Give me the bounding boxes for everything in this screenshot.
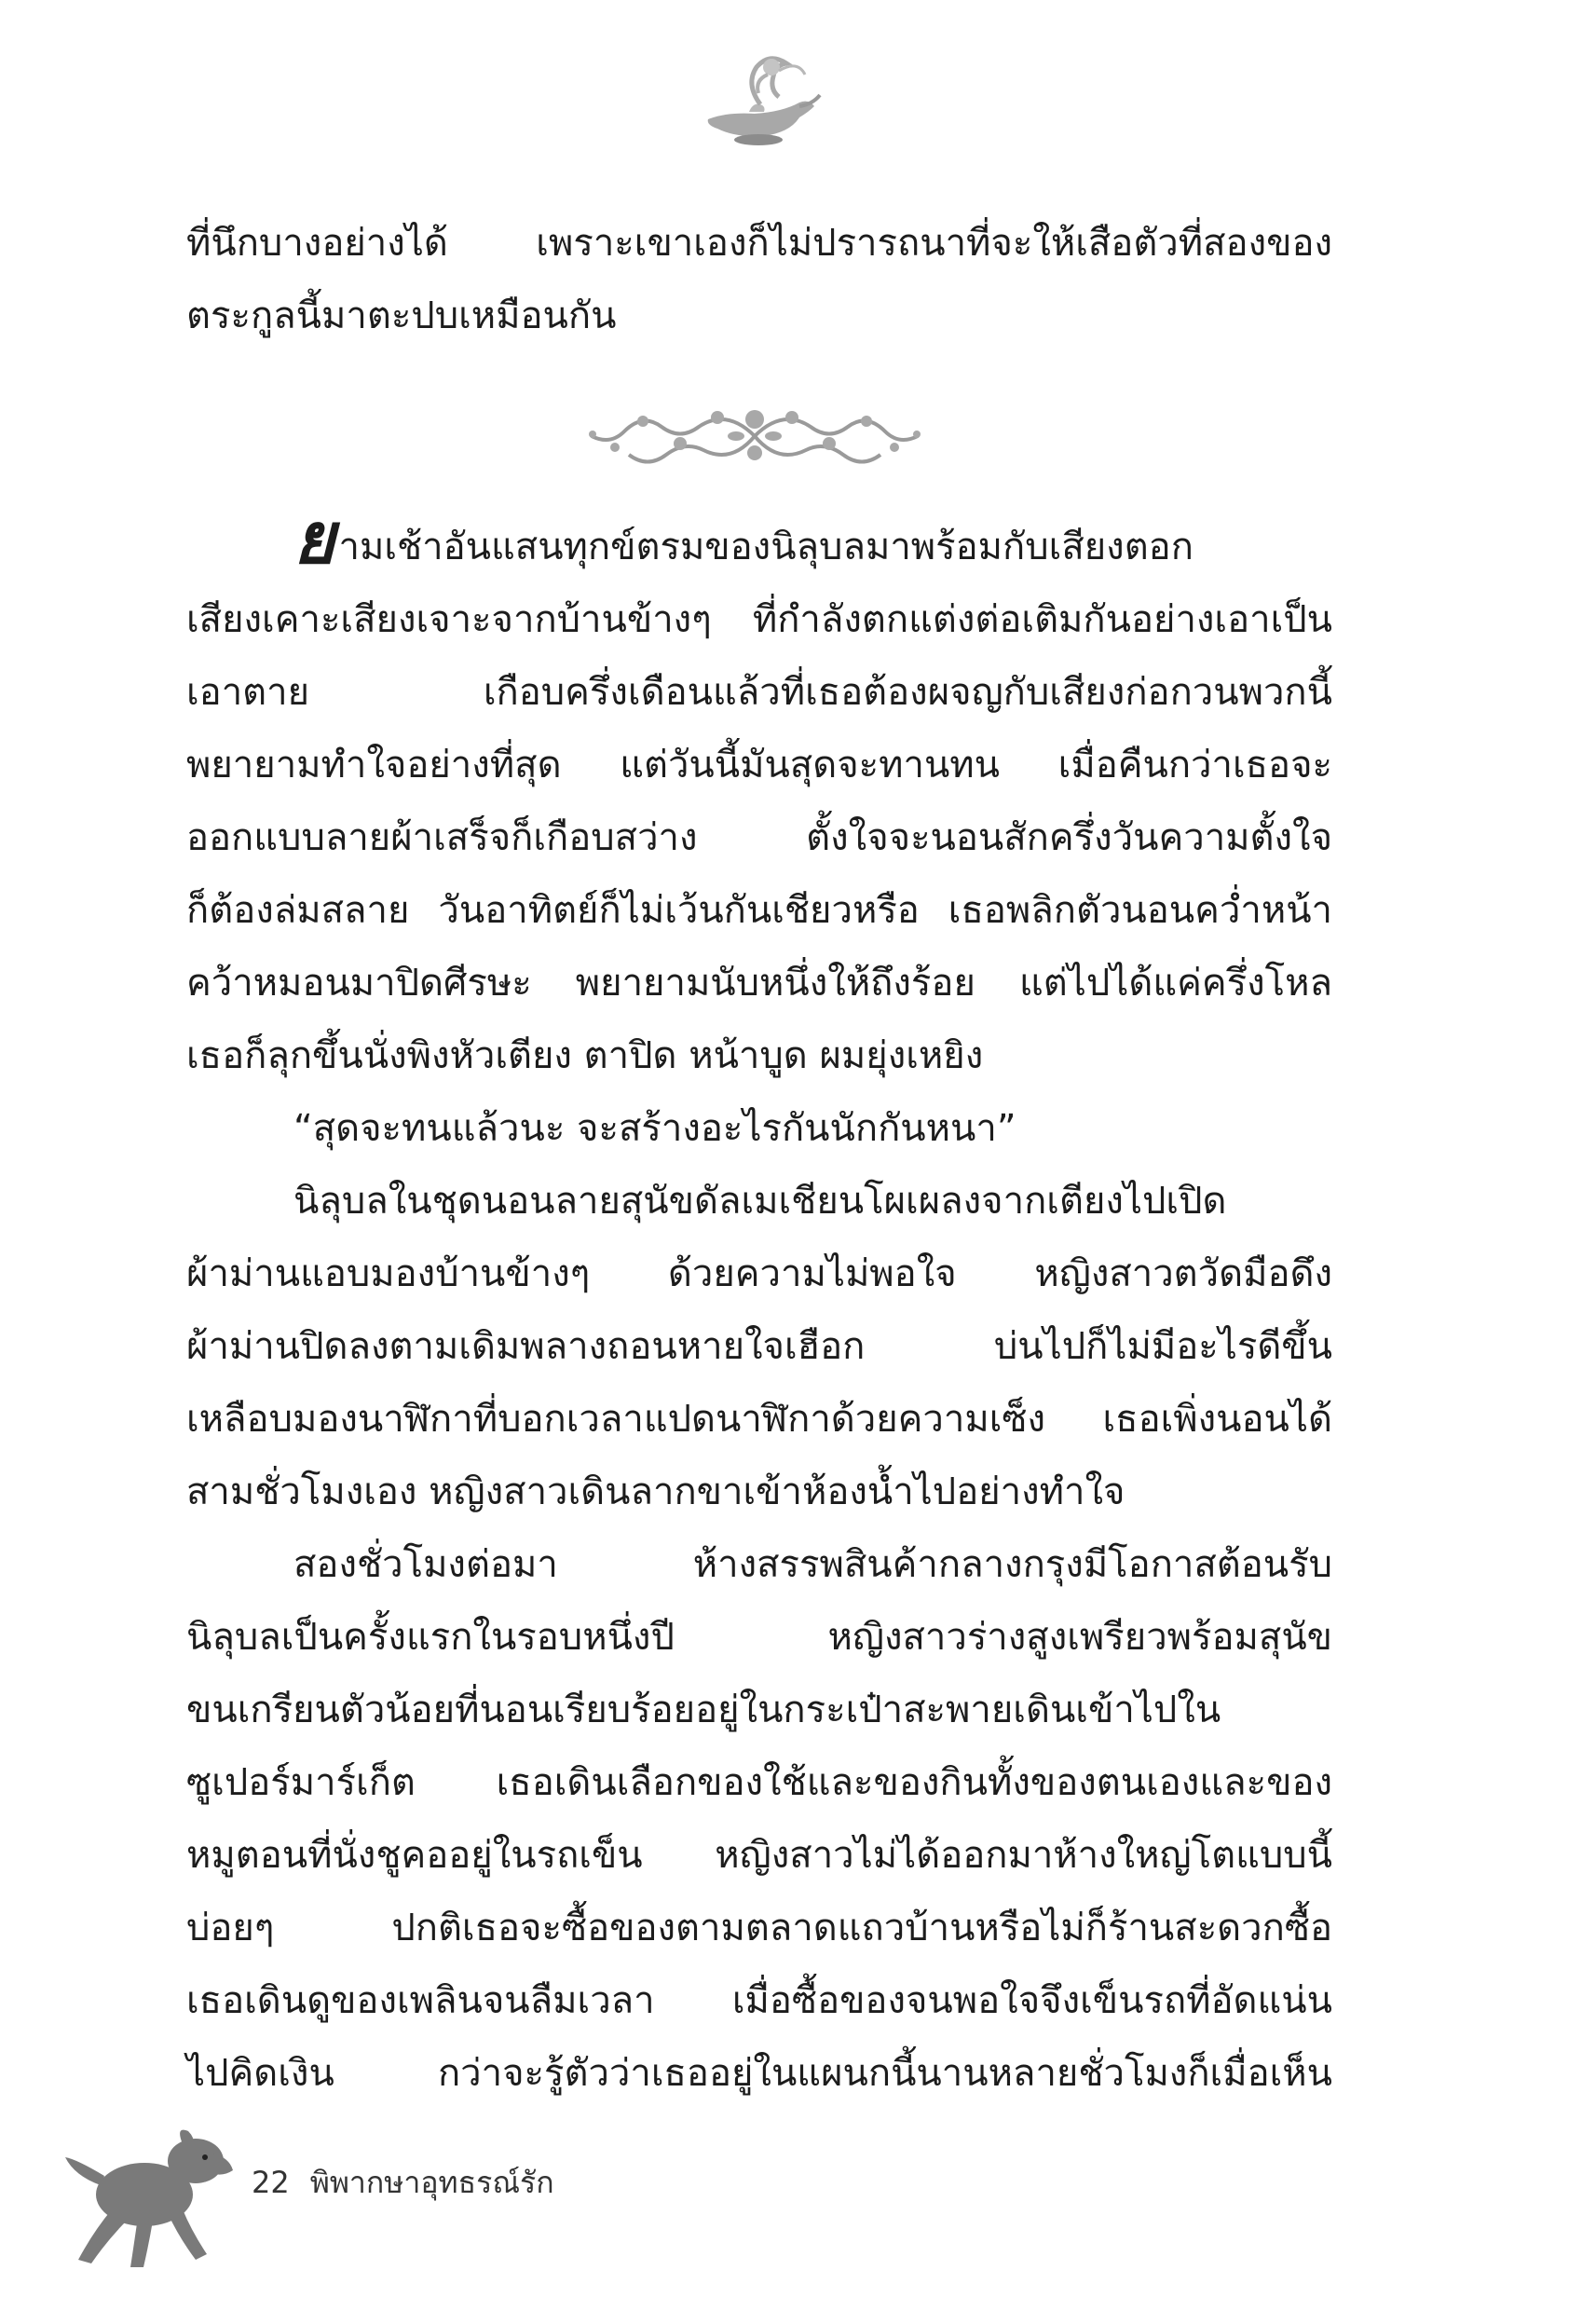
text-line: ตระกูลนี้มาตะปบเหมือนกัน [186, 294, 617, 337]
drop-cap: ย [293, 497, 335, 580]
text-line: เธอเดินดูของเพลินจนลืมเวลา เมื่อซื้อของจนพอใจจึงเข็นรถที่อัดแน่น [186, 1979, 1332, 2022]
text-line: พยายามทำใจอย่างที่สุด แต่วันนี้มันสุดจะทานทน เมื่อคืนกว่าเธอจะ [186, 744, 1332, 786]
text-line: เหลือบมองนาฬิกาที่บอกเวลาแปดนาฬิกาด้วยความเซ็ง เธอเพิ่งนอนได้ [186, 1398, 1332, 1441]
text-line: ที่นึกบางอย่างได้ เพราะเขาเองก็ไม่ปรารถนาที่จะให้เสือตัวที่สองของ [186, 222, 1332, 265]
text-line: นิลุบลเป็นครั้งแรกในรอบหนึ่งปี หญิงสาวร่างสูงเพรียวพร้อมสุนัข [186, 1616, 1332, 1659]
text-line: ขนเกรียนตัวน้อยที่นอนเรียบร้อยอยู่ในกระเป๋าสะพายเดินเข้าไปใน [186, 1689, 1221, 1731]
text-line: ผ้าม่านแอบมองบ้านข้างๆ ด้วยความไม่พอใจ หญิงสาวตวัดมือดึง [186, 1252, 1332, 1295]
book-title: พิพากษาอุทธรณ์รัก [309, 2165, 554, 2200]
text-line: ซูเปอร์มาร์เก็ต เธอเดินเลือกของใช้และของกินทั้งของตนเองและของ [186, 1761, 1332, 1804]
page-number: 22 [252, 2165, 290, 2200]
text-line: หมูตอนที่นั่งชูคออยู่ในรถเข็น หญิงสาวไม่ได้ออกมาห้างใหญ่โตแบบนี้ [186, 1834, 1332, 1877]
text-line: บ่อยๆ ปกติเธอจะซื้อของตามตลาดแถวบ้านหรือไม่ก็ร้านสะดวกซื้อ [186, 1907, 1332, 1949]
text-line: สามชั่วโมงเอง หญิงสาวเดินลากขาเข้าห้องน้ำไปอย่างทำใจ [186, 1470, 1125, 1513]
text-line: ก็ต้องล่มสลาย วันอาทิตย์ก็ไม่เว้นกันเชียวหรือ เธอพลิกตัวนอนคว่ำหน้า [186, 889, 1332, 932]
magic-lamp-icon [689, 47, 829, 158]
text-line: ผ้าม่านปิดลงตามเดิมพลางถอนหายใจเฮือก บ่นไปก็ไม่มีอะไรดีขึ้น [186, 1325, 1332, 1368]
text-line: เอาตาย เกือบครึ่งเดือนแล้วที่เธอต้องผจญกับเสียงก่อกวนพวกนี้ [186, 671, 1332, 714]
text-line: เธอก็ลุกขึ้นนั่งพิงหัวเตียง ตาปิด หน้าบูด ผมยุ่งเหยิง [186, 1034, 984, 1077]
text-line: สองชั่วโมงต่อมา ห้างสรรพสินค้ากลางกรุงมีโอกาสต้อนรับ [293, 1543, 1332, 1586]
text-line: ออกแบบลายผ้าเสร็จก็เกือบสว่าง ตั้งใจจะนอนสักครึ่งวันความตั้งใจ [186, 816, 1332, 859]
text-line: ามเช้าอันแสนทุกข์ตรมของนิลุบลมาพร้อมกับเสียงตอก [338, 526, 1194, 568]
dog-icon [56, 2120, 242, 2278]
page-footer [252, 2164, 575, 2201]
main-text [186, 497, 1332, 2110]
paragraph-first-line [186, 497, 1332, 583]
paragraph-continued [186, 207, 1332, 352]
dialogue-quote: “สุดจะทนแล้วนะ จะสร้างอะไรกันนักกันหนา” [293, 1107, 1016, 1150]
floral-divider-icon [578, 390, 932, 483]
text-line: คว้าหมอนมาปิดศีรษะ พยายามนับหนึ่งให้ถึงร้อย แต่ไปได้แค่ครึ่งโหล [186, 962, 1332, 1005]
text-line: นิลุบลในชุดนอนลายสุนัขดัลเมเชียนโผเผลงจากเตียงไปเปิด [293, 1180, 1227, 1223]
text-line: ไปคิดเงิน กว่าจะรู้ตัวว่าเธออยู่ในแผนกนี้นานหลายชั่วโมงก็เมื่อเห็น [186, 2052, 1332, 2095]
text-line: เสียงเคาะเสียงเจาะจากบ้านข้างๆ ที่กำลังตกแต่งต่อเติมกันอย่างเอาเป็น [186, 598, 1332, 641]
